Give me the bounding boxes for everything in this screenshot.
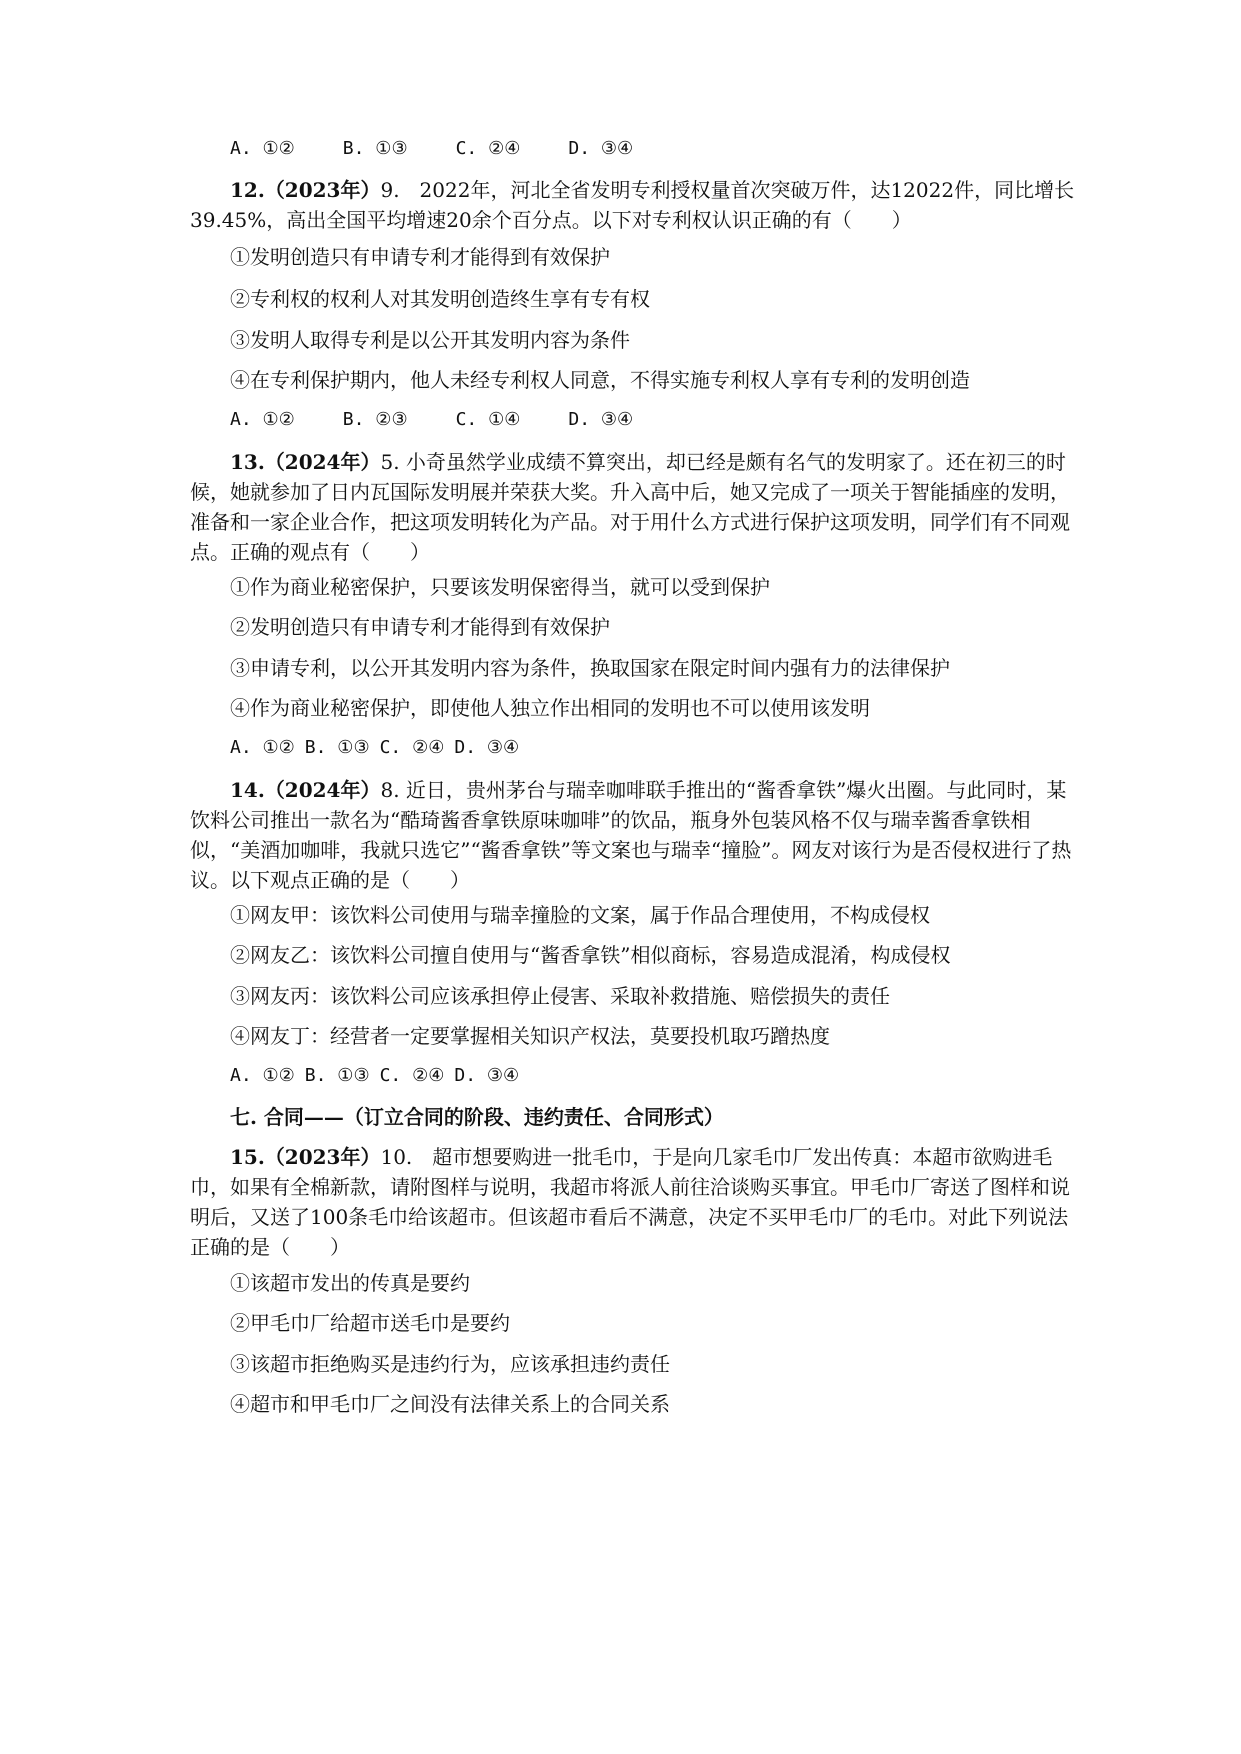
q15-text: 10. 超市想要购进一批毛巾，于是向几家毛巾厂发出传真：本超市欲购进毛巾，如果有全棉新款，请附图样与说明，我超市将派人前往洽谈购买事宜。甲毛巾厂寄送了图样和说明后，又送了100条毛巾给该超市。但该超市看后不满意，决定不买甲毛巾厂的毛巾。对此下列说法正确的是（ ） <box>190 1145 1070 1259</box>
q14-stem <box>190 775 1075 895</box>
q12-choice-c: C. ①④ <box>455 409 521 430</box>
q12-number: 12.（2023年） <box>230 178 381 202</box>
q11-choice-a: A. ①② <box>230 138 295 159</box>
q14-answer-choices <box>230 1061 529 1091</box>
q14-choice-d: D. ③④ <box>454 1065 520 1086</box>
q13-choice-a: A. ①② <box>230 737 295 758</box>
q14-choice-b: B. ①③ <box>304 1065 370 1086</box>
q13-text: 5. 小奇虽然学业成绩不算突出，却已经是颇有名气的发明家了。还在初三的时候，她就参加了日内瓦国际发明展并荣获大奖。升入高中后，她又完成了一项关于智能插座的发明，准备和一家企业合作，把这项发明转化为产品。对于用什么方式进行保护这项发明，同学们有不同观点。正确的观点有（ ） <box>190 450 1070 564</box>
q13-option-1: ①作为商业秘密保护，只要该发明保密得当，就可以受到保护 <box>230 575 770 599</box>
q14-option-2: ②网友乙：该饮料公司擅自使用与“酱香拿铁”相似商标，容易造成混淆，构成侵权 <box>230 943 951 967</box>
q13-option-2: ②发明创造只有申请专利才能得到有效保护 <box>230 615 610 639</box>
q14-choice-c: C. ②④ <box>379 1065 445 1086</box>
q14-option-3: ③网友丙：该饮料公司应该承担停止侵害、采取补救措施、赔偿损失的责任 <box>230 984 890 1008</box>
q13-choice-d: D. ③④ <box>454 737 520 758</box>
q11-choice-c: C. ②④ <box>455 138 521 159</box>
q14-choice-a: A. ①② <box>230 1065 295 1086</box>
q12-choice-b: B. ②③ <box>342 409 408 430</box>
q12-option-1: ①发明创造只有申请专利才能得到有效保护 <box>230 245 610 269</box>
q12-answer-choices <box>230 405 681 435</box>
q13-stem <box>190 447 1075 567</box>
q12-option-4: ④在专利保护期内，他人未经专利权人同意，不得实施专利权人享有专利的发明创造 <box>230 368 970 392</box>
section-7-heading: 七. 合同——（订立合同的阶段、违约责任、合同形式） <box>230 1105 724 1129</box>
q13-choice-c: C. ②④ <box>379 737 445 758</box>
q13-option-4: ④作为商业秘密保护，即使他人独立作出相同的发明也不可以使用该发明 <box>230 696 870 720</box>
q12-choice-d: D. ③④ <box>568 409 634 430</box>
q14-option-1: ①网友甲：该饮料公司使用与瑞幸撞脸的文案，属于作品合理使用，不构成侵权 <box>230 903 930 927</box>
q12-text: 9. 2022年，河北全省发明专利授权量首次突破万件，达12022件，同比增长39.45%，高出全国平均增速20余个百分点。以下对专利权认识正确的有（ ） <box>190 178 1075 232</box>
q14-text: 8. 近日，贵州茅台与瑞幸咖啡联手推出的“酱香拿铁”爆火出圈。与此同时，某饮料公司推出一款名为“酷琦酱香拿铁原味咖啡”的饮品，瓶身外包装风格不仅与瑞幸酱香拿铁相似，“美酒加咖啡，我就只选它”“酱香拿铁”等文案也与瑞幸“撞脸”。网友对该行为是否侵权进行了热议。以下观点正确的是（ ） <box>190 778 1072 892</box>
q15-number: 15.（2023年） <box>230 1145 381 1169</box>
q12-choice-a: A. ①② <box>230 409 295 430</box>
q13-option-3: ③申请专利，以公开其发明内容为条件，换取国家在限定时间内强有力的法律保护 <box>230 656 950 680</box>
q13-number: 13.（2024年） <box>230 450 381 474</box>
q12-stem <box>190 175 1075 235</box>
q15-stem <box>190 1142 1075 1262</box>
q11-choice-b: B. ①③ <box>342 138 408 159</box>
q11-choice-d: D. ③④ <box>568 138 634 159</box>
q14-option-4: ④网友丁：经营者一定要掌握相关知识产权法，莫要投机取巧蹭热度 <box>230 1024 830 1048</box>
q13-answer-choices <box>230 733 529 763</box>
q14-number: 14.（2024年） <box>230 778 381 802</box>
q15-option-1: ①该超市发出的传真是要约 <box>230 1271 470 1295</box>
q13-choice-b: B. ①③ <box>304 737 370 758</box>
q15-option-3: ③该超市拒绝购买是违约行为，应该承担违约责任 <box>230 1352 670 1376</box>
q15-option-2: ②甲毛巾厂给超市送毛巾是要约 <box>230 1311 510 1335</box>
q15-option-4: ④超市和甲毛巾厂之间没有法律关系上的合同关系 <box>230 1392 670 1416</box>
q12-option-2: ②专利权的权利人对其发明创造终生享有专有权 <box>230 287 650 311</box>
q11-answer-choices <box>230 134 681 164</box>
q12-option-3: ③发明人取得专利是以公开其发明内容为条件 <box>230 328 630 352</box>
